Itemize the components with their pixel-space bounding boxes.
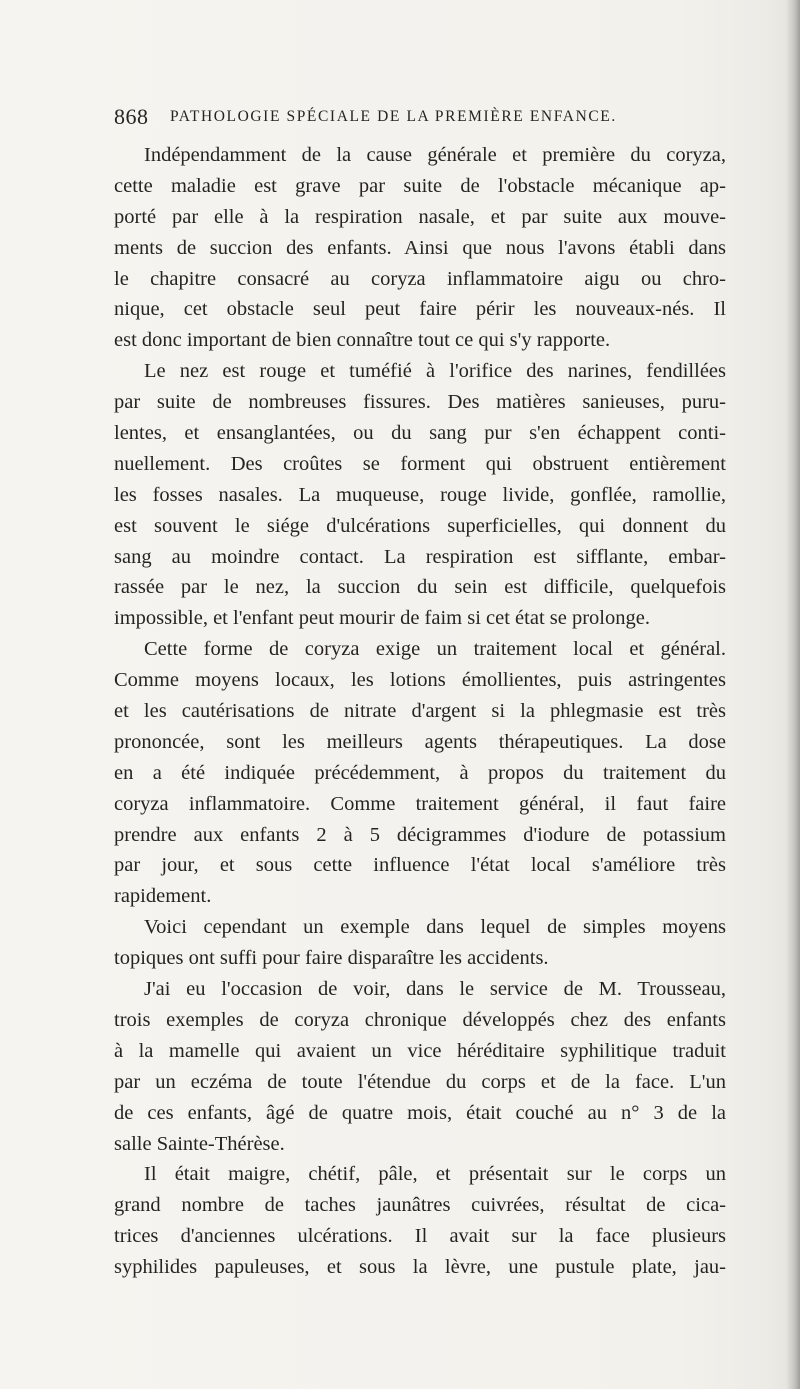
text-line: sang au moindre contact. La respiration est sifflante, embar-: [114, 545, 726, 568]
text-line: trois exemples de coryza chronique développés chez des enfants: [114, 1008, 726, 1031]
text-line: en a été indiquée précédemment, à propos du traitement du: [114, 761, 726, 784]
text-line: et les cautérisations de nitrate d'argent si la phlegmasie est très: [114, 700, 726, 723]
text-line: par suite de nombreuses fissures. Des matières sanieuses, puru-: [114, 391, 726, 414]
text-line: par jour, et sous cette influence l'état local s'améliore très: [114, 854, 726, 877]
page-edge-shadow: [786, 0, 800, 1389]
text-line: rapidement.: [114, 885, 212, 908]
text-line: ments de succion des enfants. Ainsi que nous l'avons établi dans: [114, 236, 726, 259]
text-line: lentes, et ensanglantées, ou du sang pur s'en échappent conti-: [114, 422, 726, 445]
text-line: Le nez est rouge et tuméfié à l'orifice des narines, fendillées: [144, 360, 726, 383]
text-line: syphilides papuleuses, et sous la lèvre, une pustule plate, jau-: [114, 1256, 726, 1279]
text-line: par un eczéma de toute l'étendue du corps et de la face. L'un: [114, 1070, 726, 1093]
text-line: prononcée, sont les meilleurs agents thérapeutiques. La dose: [114, 730, 726, 753]
text-line: Indépendamment de la cause générale et première du coryza,: [144, 144, 726, 166]
body-text: [114, 140, 726, 1283]
text-line: cette maladie est grave par suite de l'obstacle mécanique ap-: [114, 174, 726, 197]
text-line: nuellement. Des croûtes se forment qui obstruent entièrement: [114, 452, 726, 475]
text-line: impossible, et l'enfant peut mourir de faim si cet état se prolonge.: [114, 607, 650, 630]
text-line: prendre aux enfants 2 à 5 décigrammes d'iodure de potassium: [114, 823, 726, 846]
text-line: salle Sainte-Thérèse.: [114, 1132, 285, 1155]
running-head-title: PATHOLOGIE SPÉCIALE DE LA PREMIÈRE ENFANCE.: [170, 108, 617, 125]
text-line: J'ai eu l'occasion de voir, dans le service de M. Trousseau,: [144, 978, 726, 1001]
text-line: rassée par le nez, la succion du sein est difficile, quelquefois: [114, 576, 726, 599]
text-line: est donc important de bien connaître tout ce qui s'y rapporte.: [114, 329, 611, 352]
page-number: 868: [114, 104, 149, 129]
text-line: nique, cet obstacle seul peut faire périr les nouveaux-nés. Il: [114, 298, 726, 321]
text-line: grand nombre de taches jaunâtres cuivrées, résultat de cica-: [114, 1194, 726, 1217]
text-line: le chapitre consacré au coryza inflammatoire aigu ou chro-: [114, 267, 726, 290]
text-line: Cette forme de coryza exige un traitement local et général.: [144, 638, 726, 661]
text-line: trices d'anciennes ulcérations. Il avait sur la face plusieurs: [114, 1225, 726, 1248]
text-line: Il était maigre, chétif, pâle, et présentait sur le corps un: [144, 1163, 726, 1186]
text-line: topiques ont suffi pour faire disparaître les accidents.: [114, 947, 549, 970]
text-line: à la mamelle qui avaient un vice héréditaire syphilitique traduit: [114, 1039, 726, 1062]
text-line: de ces enfants, âgé de quatre mois, était couché au n° 3 de la: [114, 1101, 726, 1124]
text-line: Voici cependant un exemple dans lequel de simples moyens: [144, 916, 726, 939]
text-line: coryza inflammatoire. Comme traitement général, il faut faire: [114, 792, 726, 815]
text-line: Comme moyens locaux, les lotions émollientes, puis astringentes: [114, 669, 726, 692]
text-line: porté par elle à la respiration nasale, et par suite aux mouve-: [114, 205, 726, 228]
running-head: [114, 104, 714, 134]
text-line: les fosses nasales. La muqueuse, rouge livide, gonflée, ramollie,: [114, 483, 726, 506]
text-line: est souvent le siége d'ulcérations superficielles, qui donnent du: [114, 514, 726, 537]
